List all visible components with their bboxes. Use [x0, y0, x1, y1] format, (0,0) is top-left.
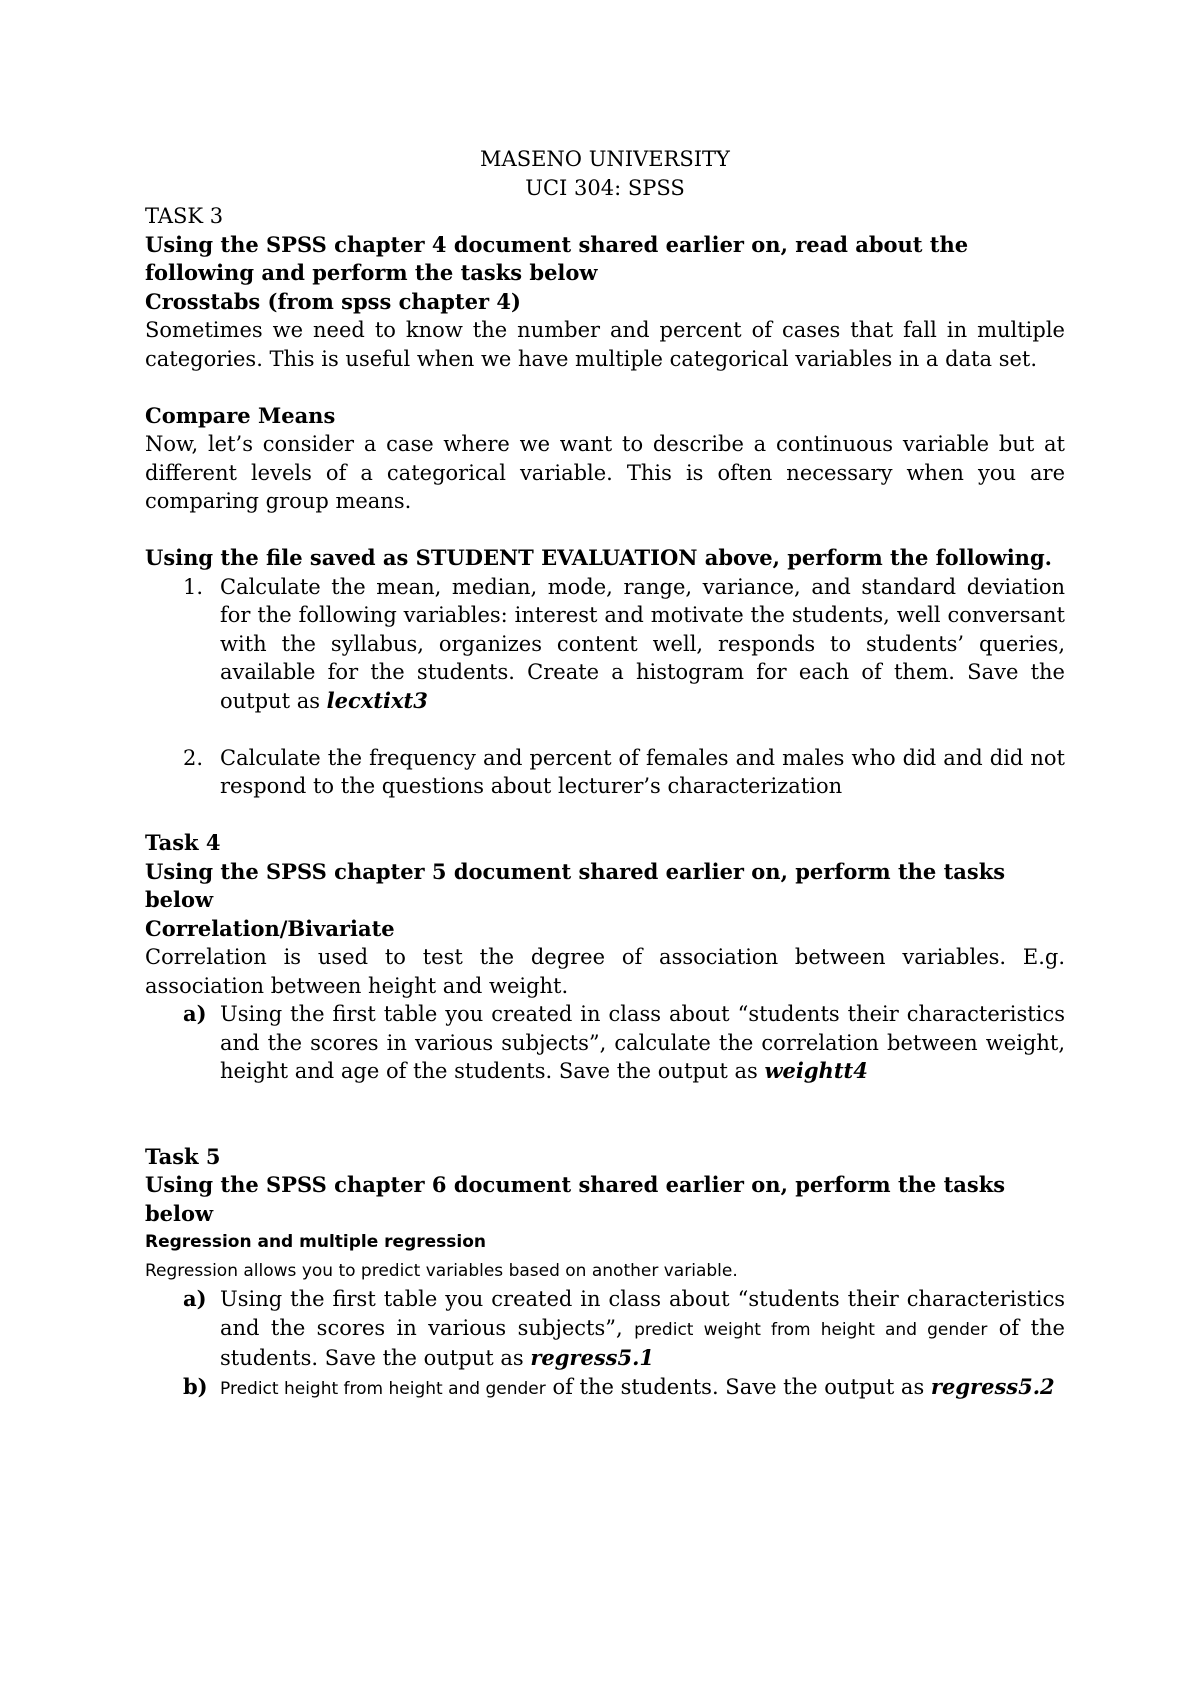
task3-title: TASK 3 [145, 204, 224, 228]
compare-means-heading: Compare Means [145, 402, 336, 428]
list-marker: a) [183, 1001, 207, 1026]
task4-title: Task 4 [145, 830, 221, 855]
task5-instruction: Using the SPSS chapter 6 document shared earlier on, perform the tasks below [145, 1172, 1006, 1226]
list-marker: b) [183, 1373, 208, 1399]
output-filename: regress5.1 [530, 1345, 655, 1370]
document-body [145, 145, 1065, 1403]
task4-instruction: Using the SPSS chapter 5 document shared earlier on, perform the tasks below [145, 858, 1006, 912]
list-item [145, 573, 1065, 716]
correlation-heading: Correlation/Bivariate [145, 915, 395, 941]
list-item-text: of the students. Save the output as [545, 1374, 931, 1399]
list-item-text: Using the first table you created in class about “students their characteristics and the scores in various subjects”, calculate the correlation between weight, height and age of the students. Save the output as [220, 1002, 1065, 1083]
list-item-text: Using the first table you created in class about “students their characteristics and the scores in various subjects”, [220, 1287, 1065, 1340]
task5-list [145, 1285, 1065, 1403]
output-filename: weightt4 [764, 1058, 868, 1083]
list-item [145, 1373, 1065, 1404]
list-marker: 1. [183, 574, 204, 599]
list-item-text: Calculate the frequency and percent of females and males who did and did not respond to the questions about lecturer’s characterization [220, 745, 1065, 798]
list-item [145, 1285, 1065, 1373]
list-item-text: predict weight from height and gender [634, 1319, 988, 1340]
output-filename: regress5.2 [930, 1373, 1055, 1399]
student-evaluation-instruction: Using the file saved as STUDENT EVALUATION above, perform the following. [145, 545, 1052, 570]
list-marker: 2. [183, 745, 204, 770]
university-title: MASENO UNIVERSITY [480, 147, 730, 171]
regression-text: Regression allows you to predict variables based on another variable. [145, 1260, 738, 1281]
task5-title: Task 5 [145, 1143, 221, 1169]
list-item [145, 744, 1065, 801]
course-title: UCI 304: SPSS [525, 175, 685, 200]
task4-list [145, 1000, 1065, 1086]
list-item-text: of the students. Save the output as [220, 1315, 1065, 1370]
list-item-text: Calculate the mean, median, mode, range, variance, and standard deviation for the following variables: interest and motivate the students, well conversant with the syllabus, organizes content well, responds to students’ queries, available for the students. Create a histogram for each of them. Save the output as [220, 574, 1065, 713]
list-item-text: Predict height from height and gender [220, 1378, 546, 1399]
output-filename: lecxtixt3 [326, 687, 428, 713]
compare-means-text: Now, let’s consider a case where we want to describe a continuous variable but at different levels of a categorical variable. This is often necessary when you are comparing group means. [145, 432, 1065, 513]
list-marker: a) [183, 1286, 207, 1311]
task3-list [145, 573, 1065, 801]
correlation-text: Correlation is used to test the degree of association between variables. E.g. association between height and weight. [145, 945, 1065, 998]
task3-instruction: Using the SPSS chapter 4 document shared earlier on, read about the following and perform the tasks below [145, 231, 969, 285]
regression-heading: Regression and multiple regression [145, 1232, 487, 1252]
crosstabs-text: Sometimes we need to know the number and percent of cases that fall in multiple categories. This is useful when we have multiple categorical variables in a data set. [145, 318, 1065, 371]
crosstabs-heading: Crosstabs (from spss chapter 4) [145, 288, 521, 314]
list-item [145, 1000, 1065, 1086]
